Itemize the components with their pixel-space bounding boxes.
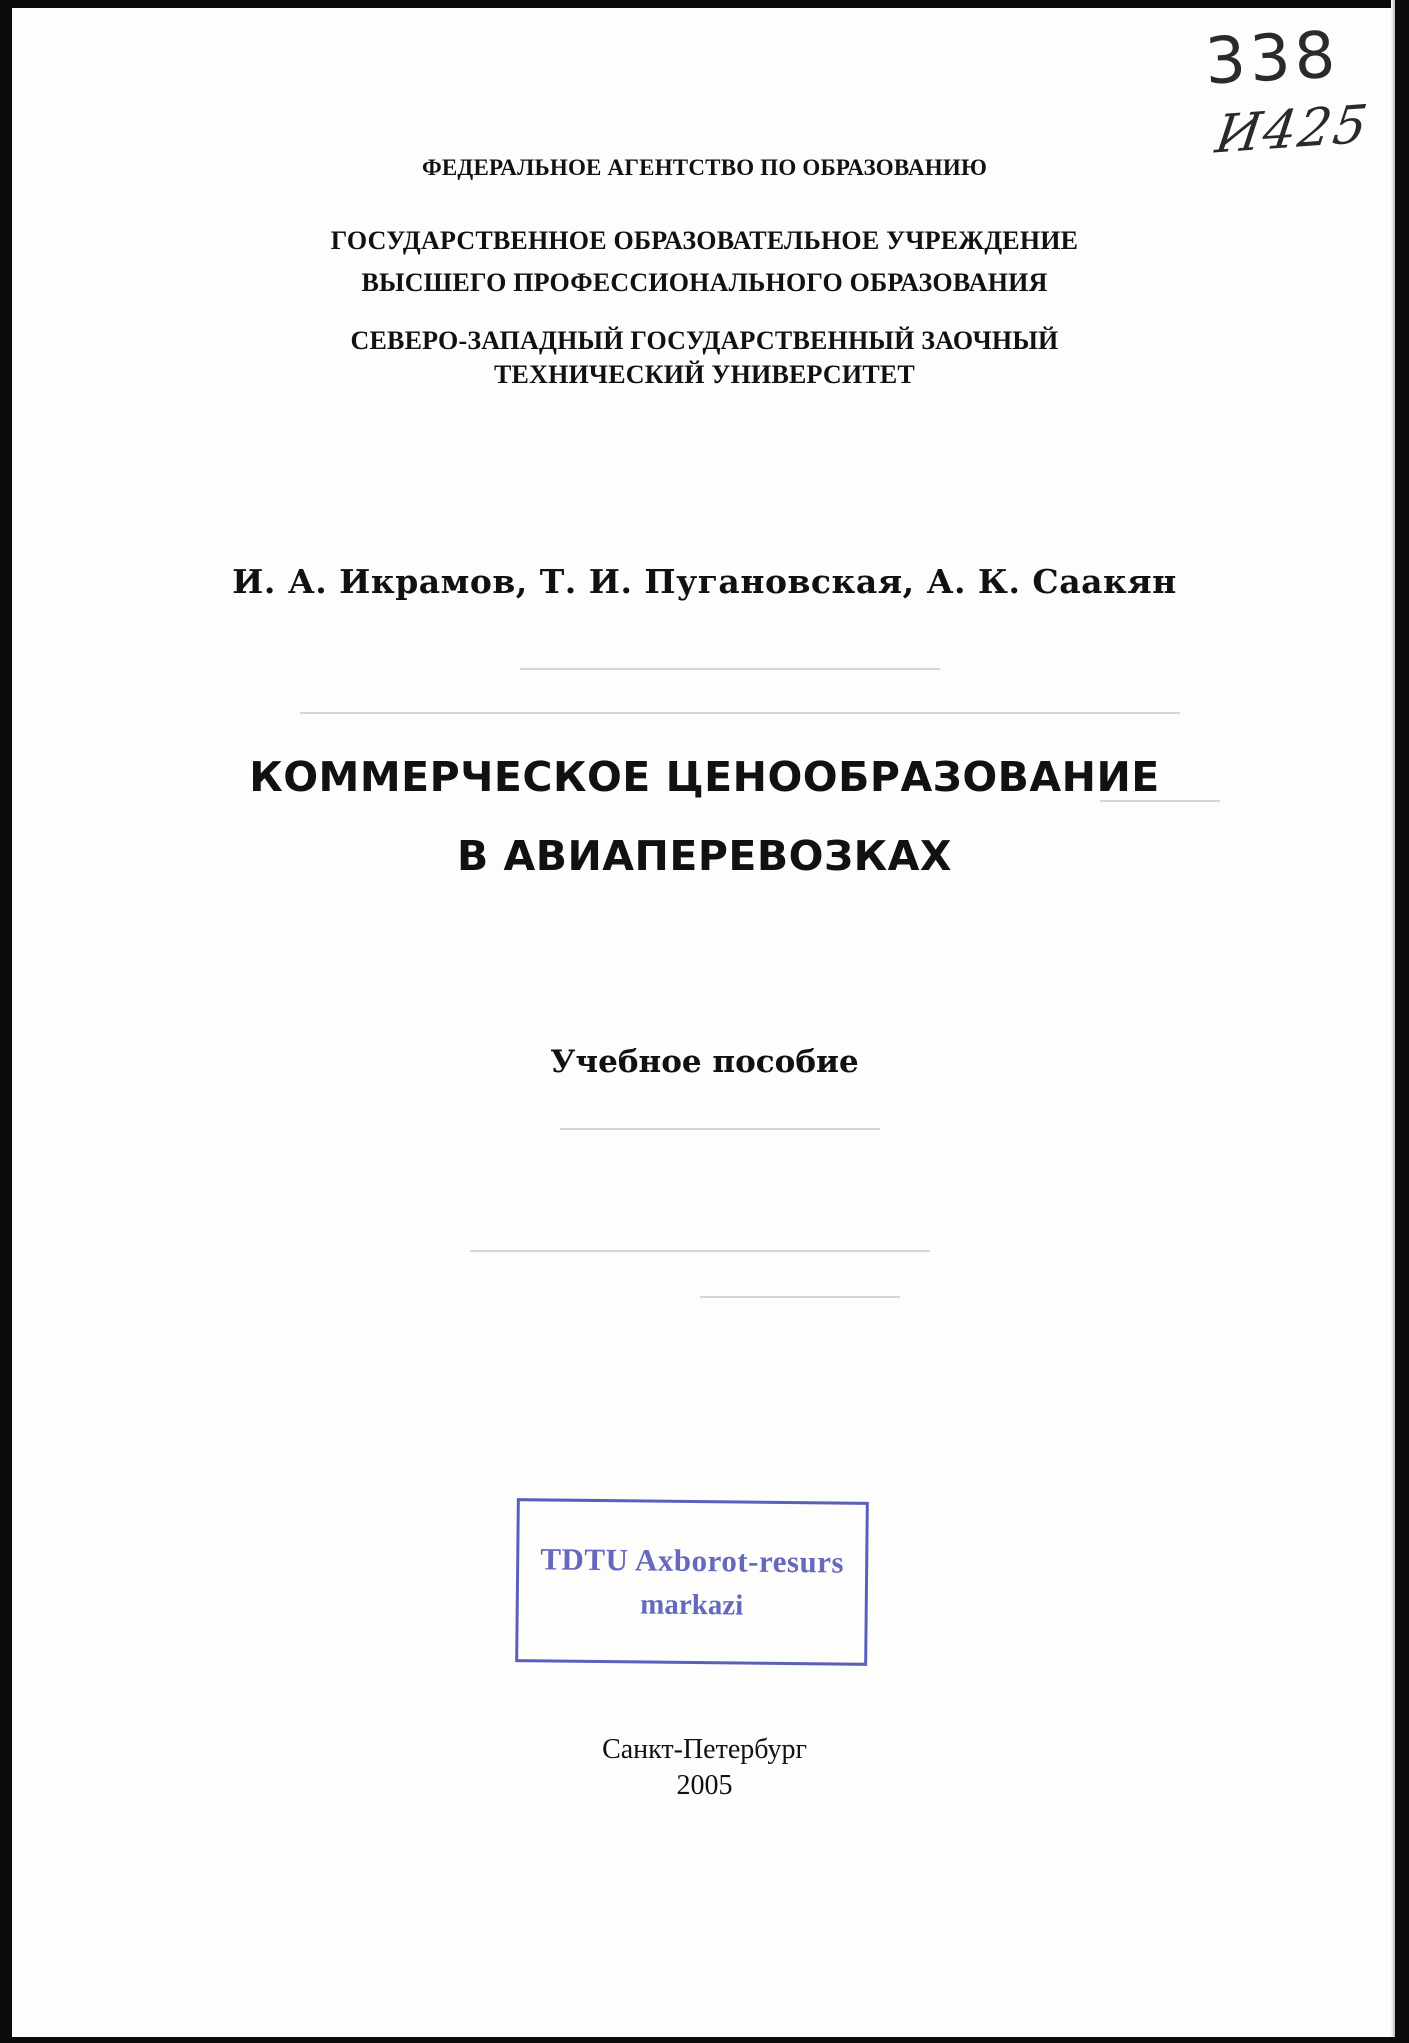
stamp-line-2: markazi xyxy=(640,1588,744,1622)
library-stamp xyxy=(515,1498,869,1666)
university-line-1: СЕВЕРО-ЗАПАДНЫЙ ГОСУДАРСТВЕННЫЙ ЗАОЧНЫЙ xyxy=(350,326,1059,355)
book-title-line-1: КОММЕРЧЕСКОЕ ЦЕНООБРАЗОВАНИЕ xyxy=(249,753,1160,801)
show-through-mark xyxy=(560,1128,880,1130)
institution-line-1: ГОСУДАРСТВЕННОЕ ОБРАЗОВАТЕЛЬНОЕ УЧРЕЖДЕНИЕ xyxy=(330,226,1079,255)
authors: И. А. Икрамов, Т. И. Пугановская, А. К. Саакян xyxy=(232,562,1177,601)
show-through-mark xyxy=(300,712,1180,714)
institution-line-2: ВЫСШЕГО ПРОФЕССИОНАЛЬНОГО ОБРАЗОВАНИЯ xyxy=(361,268,1048,297)
imprint-city: Санкт-Петербург xyxy=(602,1734,807,1765)
handwritten-shelf-mark xyxy=(1179,18,1374,172)
book-title-line-2: В АВИАПЕРЕВОЗКАХ xyxy=(456,832,952,880)
shelf-mark-cipher: И425 xyxy=(1212,94,1374,166)
imprint-year: 2005 xyxy=(676,1770,733,1801)
university-line-2: ТЕХНИЧЕСКИЙ УНИВЕРСИТЕТ xyxy=(494,360,915,389)
shelf-mark-code: 338 xyxy=(1202,18,1341,100)
show-through-mark xyxy=(700,1296,900,1298)
publication-type: Учебное пособие xyxy=(550,1044,859,1080)
scan-border-top xyxy=(0,0,1409,8)
agency-name: ФЕДЕРАЛЬНОЕ АГЕНТСТВО ПО ОБРАЗОВАНИЮ xyxy=(421,155,988,180)
stamp-line-1: TDTU Axborot-resurs xyxy=(540,1541,845,1580)
scan-border-bottom xyxy=(0,2037,1409,2043)
show-through-mark xyxy=(520,668,940,670)
show-through-mark xyxy=(470,1250,930,1252)
